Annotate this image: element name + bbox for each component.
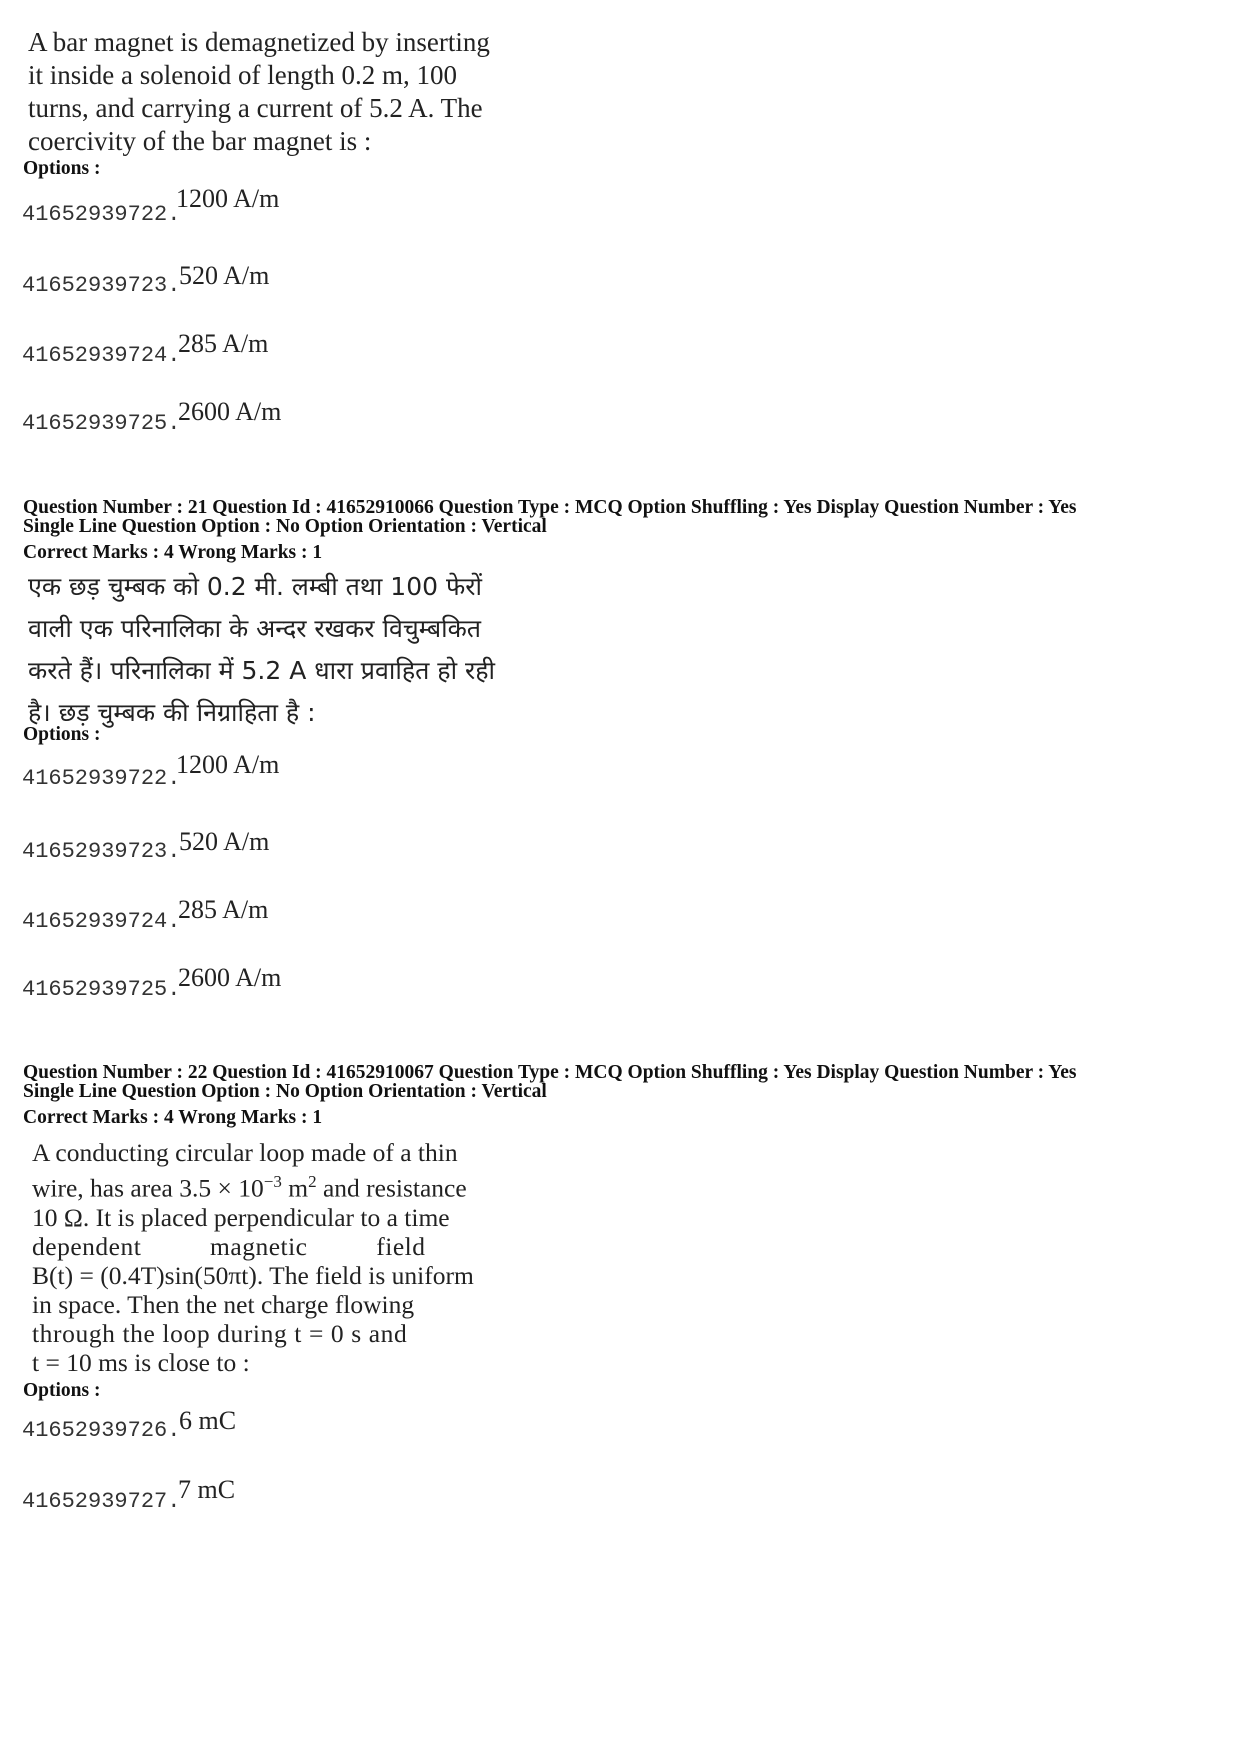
option-id: 41652939725. (22, 411, 181, 436)
q20-options-label: Options : (23, 158, 101, 179)
option-value: 2600 A/m (178, 963, 282, 992)
option-value: 520 A/m (179, 827, 270, 856)
q20-line: turns, and carrying a current of 5.2 A. The (28, 93, 483, 123)
q21-line: करते हैं। परिनालिका में 5.2 A धारा प्रवाहित हो रही (28, 656, 495, 685)
option-value: 7 mC (178, 1475, 236, 1504)
option-value: 1200 A/m (176, 184, 280, 213)
q22-line: 10 Ω. It is placed perpendicular to a time (32, 1202, 450, 1232)
option-id: 41652939723. (22, 839, 181, 864)
option-id: 41652939724. (22, 909, 181, 934)
option-value: 1200 A/m (176, 750, 280, 779)
q22-line2-mid: m (281, 1173, 309, 1203)
q22-line: dependent magnetic field (32, 1231, 426, 1261)
q21-meta-line2: Single Line Question Option : No Option Orientation : Vertical (23, 516, 547, 537)
option-id: 41652939723. (22, 273, 181, 298)
q21-line: वाली एक परिनालिका के अन्दर रखकर विचुम्बकित (28, 614, 482, 643)
option-id: 41652939725. (22, 977, 181, 1002)
option-value: 520 A/m (179, 261, 270, 290)
option-value: 285 A/m (178, 329, 269, 358)
q22-line (32, 1167, 480, 1203)
q22-meta-line2: Single Line Question Option : No Option Orientation : Vertical (23, 1081, 547, 1102)
q20-question-text (28, 26, 490, 158)
q20-line: it inside a solenoid of length 0.2 m, 100 (28, 60, 457, 90)
q20-line: A bar magnet is demagnetized by inserting (28, 27, 490, 57)
option-id: 41652939727. (22, 1489, 181, 1514)
option-id: 41652939726. (22, 1418, 181, 1443)
q22-line: B(t) = (0.4T)sin(50πt). The field is uniform (32, 1260, 474, 1290)
q22-exponent2: 2 (308, 1172, 317, 1191)
q22-line2-pre: wire, has area 3.5 × 10 (32, 1173, 264, 1203)
option-value: 2600 A/m (178, 397, 282, 426)
q22-line: t = 10 ms is close to : (32, 1347, 250, 1377)
q22-marks: Correct Marks : 4 Wrong Marks : 1 (23, 1107, 323, 1128)
q22-line: in space. Then the net charge flowing (32, 1289, 415, 1319)
q22-exponent: −3 (263, 1172, 282, 1191)
q21-options-label: Options : (23, 724, 101, 745)
option-id: 41652939722. (22, 766, 181, 791)
q22-line: A conducting circular loop made of a thin (32, 1138, 458, 1167)
option-id: 41652939722. (22, 202, 181, 227)
q21-line: है। छड़ चुम्बक की निग्राहिता है : (28, 698, 316, 727)
option-value: 6 mC (179, 1406, 237, 1435)
q22-question-text (32, 1138, 480, 1377)
q21-marks: Correct Marks : 4 Wrong Marks : 1 (23, 542, 323, 563)
q22-line: through the loop during t = 0 s and (32, 1318, 408, 1348)
q20-line: coercivity of the bar magnet is : (28, 126, 372, 156)
q21-line: एक छड़ चुम्बक को 0.2 मी. लम्बी तथा 100 फेरों (28, 572, 482, 601)
option-value: 285 A/m (178, 895, 269, 924)
q22-options-label: Options : (23, 1380, 101, 1401)
q22-meta-line1: Question Number : 22 Question Id : 41652910067 Question Type : MCQ Option Shuffling : Yes Display Question Number : Yes (23, 1062, 1077, 1083)
q22-line2-post: and resistance (316, 1173, 467, 1203)
q21-meta-line1: Question Number : 21 Question Id : 41652910066 Question Type : MCQ Option Shuffling : Yes Display Question Number : Yes (23, 497, 1077, 518)
option-id: 41652939724. (22, 343, 181, 368)
q21-question-text (28, 566, 495, 734)
